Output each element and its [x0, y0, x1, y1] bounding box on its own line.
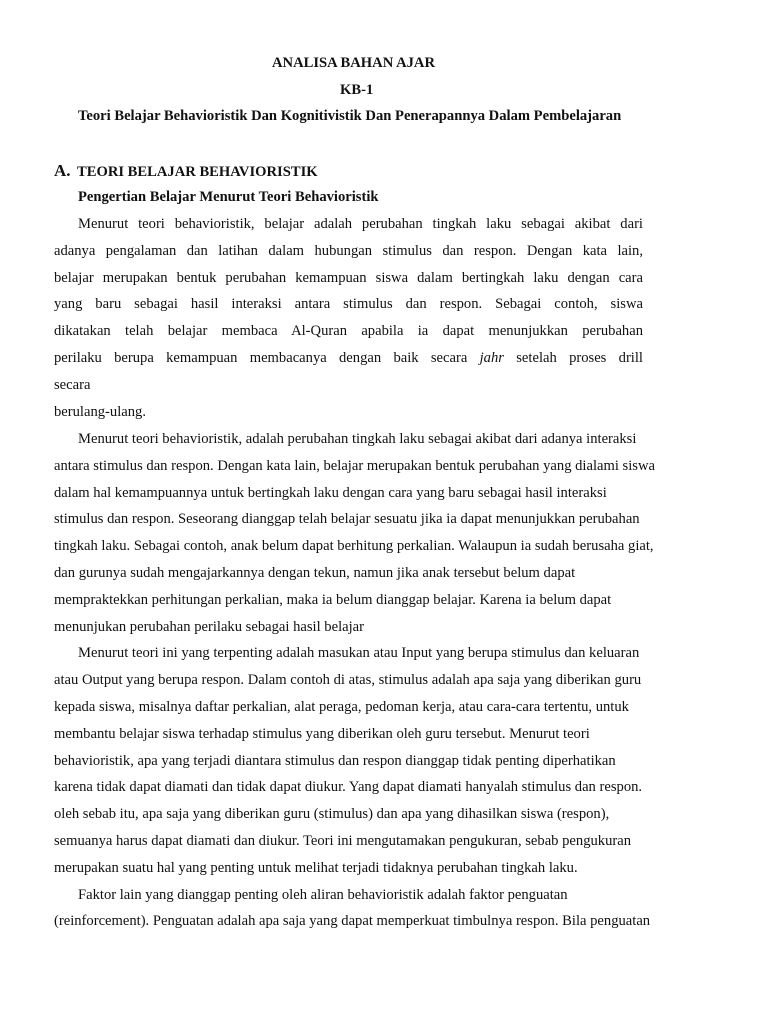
line-text: setelah proses drill — [516, 349, 643, 366]
paragraph-line: Faktor lain yang dianggap penting oleh aliran behavioristik adalah faktor penguatan — [78, 886, 568, 903]
paragraph-line: Menurut teori ini yang terpenting adalah masukan atau Input yang berupa stimulus dan keluaran — [78, 645, 640, 662]
paragraph-line: mempraktekkan perhitungan perkalian, maka ia belum dianggap belajar. Karena ia belum dapat — [54, 591, 612, 608]
paragraph-line: behavioristik, apa yang terjadi diantara stimulus dan respon dianggap tidak penting diperhatikan — [54, 752, 616, 769]
italic-term: jahr — [479, 349, 504, 366]
paragraph-line: stimulus dan respon. Seseorang dianggap telah belajar sesuatu jika ia dapat menunjukkan perubahan — [54, 511, 640, 528]
paragraph-line: semuanya harus dapat diamati dan diukur. Teori ini mengutamakan pengukuran, sebab pengukuran — [54, 832, 632, 849]
line-text: perilaku berupa kemampuan membacanya dengan baik secara — [54, 349, 468, 366]
paragraph-1 — [54, 211, 643, 425]
document-title: ANALISA BAHAN AJAR — [272, 55, 435, 71]
section-title: TEORI BELAJAR BEHAVIORISTIK — [77, 164, 318, 180]
paragraph-line: dalam hal kemampuannya untuk bertingkah laku dengan cara yang baru sebagai hasil interaksi — [54, 484, 607, 501]
paragraph-line: yang baru sebagai hasil interaksi antara stimulus dan respon. Sebagai contoh, siswa — [54, 296, 643, 313]
paragraph-line: Menurut teori behavioristik, belajar adalah perubahan tingkah laku sebagai akibat dari — [78, 216, 643, 232]
paragraph-line: berulang-ulang. — [54, 403, 146, 420]
paragraph-line: membantu belajar siswa terhadap stimulus yang diberikan oleh guru tersebut. Menurut teori — [54, 725, 590, 742]
document-code: KB-1 — [340, 82, 374, 98]
paragraph-line: merupakan suatu hal yang penting untuk melihat terjadi tidaknya perubahan tingkah laku. — [54, 859, 578, 876]
paragraph-line: belajar merupakan bentuk perubahan kemampuan siswa dalam bertingkah laku dengan cara — [54, 269, 643, 286]
section-letter: A. — [54, 161, 71, 180]
paragraph-line: menunjukan perubahan perilaku sebagai hasil belajar — [54, 618, 364, 635]
body-text — [54, 426, 684, 935]
paragraph-line: atau Output yang berupa respon. Dalam contoh di atas, stimulus adalah apa saja yang diberikan guru — [54, 672, 642, 689]
paragraph-line: karena tidak dapat diamati dan tidak dapat diukur. Yang dapat diamati hanyalah stimulus dan respon. — [54, 779, 643, 796]
document-subtitle: Teori Belajar Behavioristik Dan Kognitivistik Dan Penerapannya Dalam Pembelajaran — [78, 108, 622, 124]
paragraph-line — [54, 345, 643, 372]
paragraph-line: tingkah laku. Sebagai contoh, anak belum dapat berhitung perkalian. Walaupun ia sudah berusaha giat, — [54, 538, 654, 555]
paragraph-line: antara stimulus dan respon. Dengan kata lain, belajar merupakan bentuk perubahan yang dialami siswa — [54, 457, 655, 474]
paragraph-line: (reinforcement). Penguatan adalah apa saja yang dapat memperkuat timbulnya respon. Bila penguatan — [54, 913, 651, 930]
paragraph-line: secara — [54, 376, 91, 393]
paragraph-line: kepada siswa, misalnya daftar perkalian, alat peraga, pedoman kerja, atau cara-cara tertentu, untuk — [54, 698, 629, 715]
paragraph-line: dan gurunya sudah mengajarkannya dengan tekun, namun jika anak tersebut belum dapat — [54, 564, 576, 581]
paragraph-line: adanya pengalaman dan latihan dalam hubungan stimulus dan respon. Dengan kata lain, — [54, 242, 643, 259]
paragraph-line: oleh sebab itu, apa saja yang diberikan guru (stimulus) dan apa yang dihasilkan siswa (respon), — [54, 806, 610, 823]
paragraph-line: Menurut teori behavioristik, adalah perubahan tingkah laku sebagai akibat dari adanya interaksi — [78, 431, 637, 447]
section-heading — [54, 161, 318, 181]
paragraph-line: dikatakan telah belajar membaca Al-Quran apabila ia dapat menunjukkan perubahan — [54, 323, 643, 340]
subsection-heading: Pengertian Belajar Menurut Teori Behavioristik — [78, 189, 379, 205]
